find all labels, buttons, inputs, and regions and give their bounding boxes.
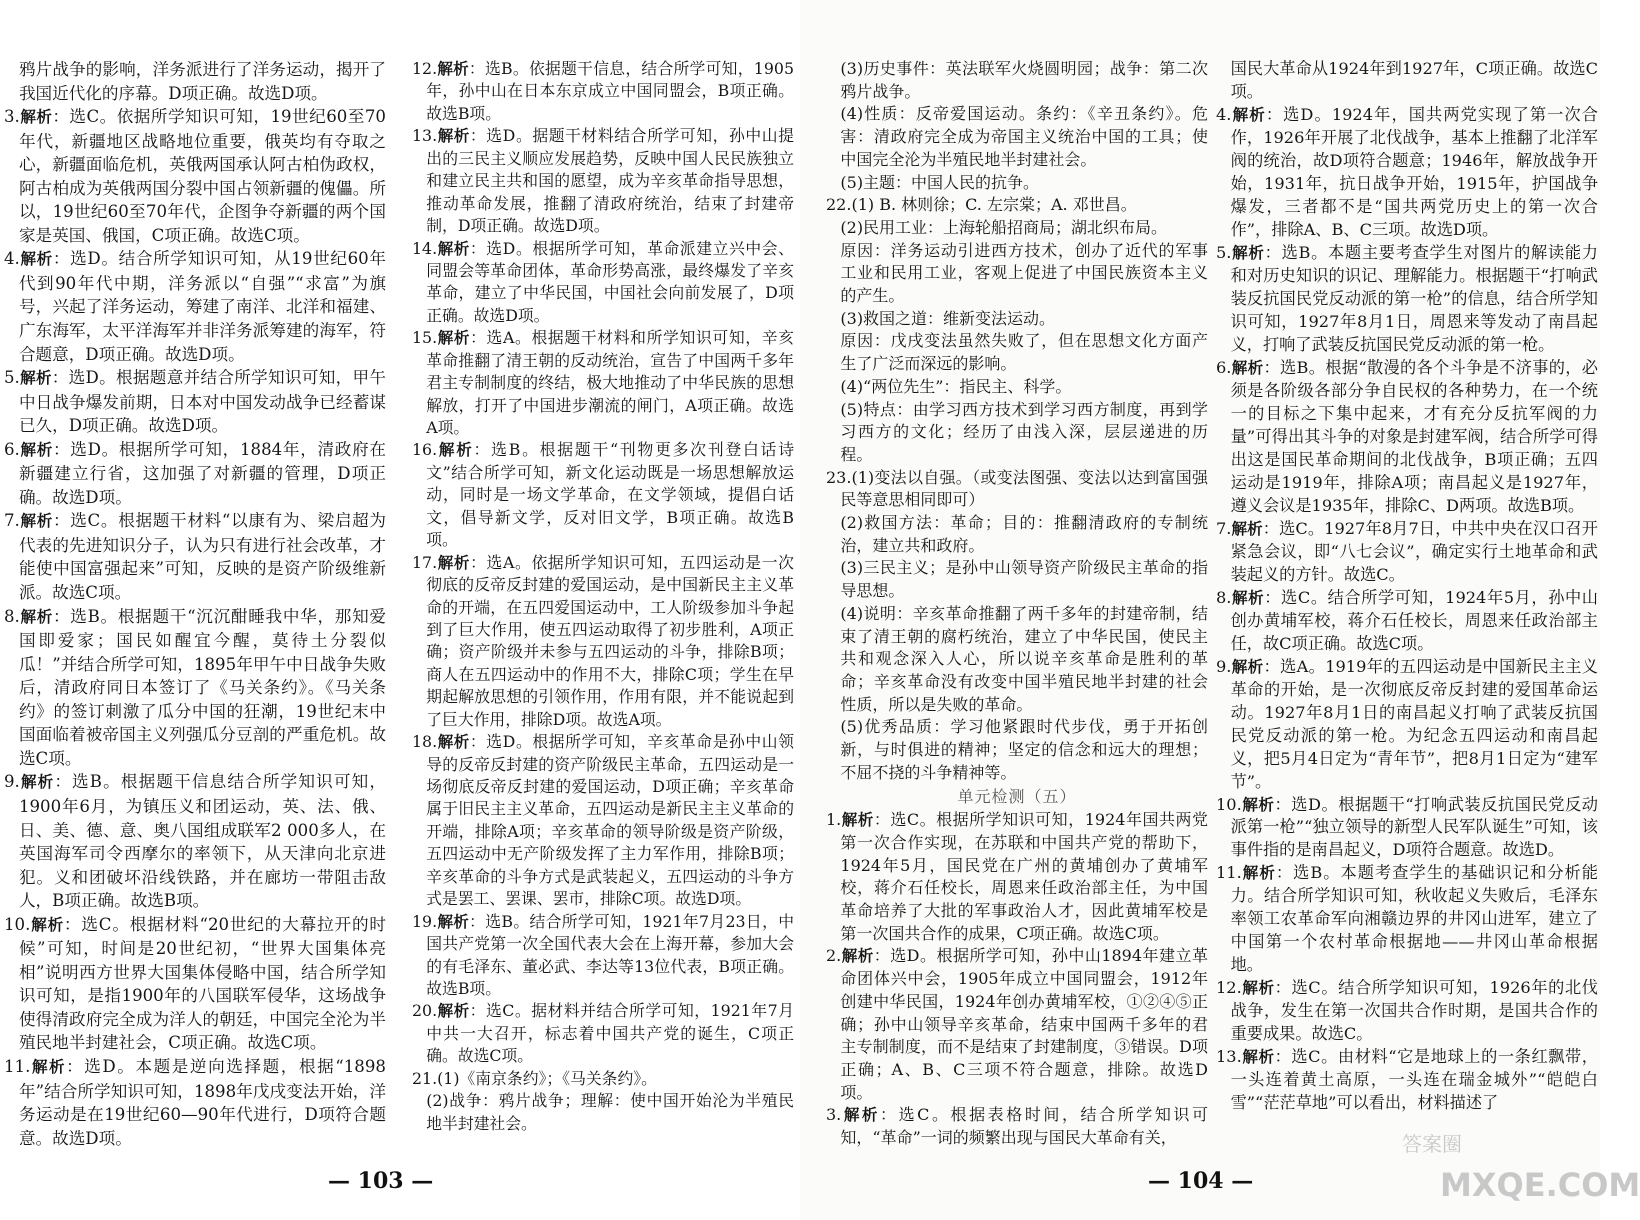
jiexi-label: 解析	[437, 912, 470, 931]
jiexi-label: 解析	[19, 607, 53, 626]
answer-item	[826, 809, 1208, 945]
answer-text: ：选B。本题主要考查学生对图片的解读能力和对历史知识的识记、理解能力。根据题干“打响武装反抗国民党反动派的第一枪”的信息，结合所学知识可知，1927年8月1日，周恩来等发动了南昌起义，打响了武装反抗国民党反动派的第一枪。	[1230, 242, 1598, 354]
answer-item	[826, 194, 1208, 217]
answer-item	[1216, 518, 1598, 587]
jiexi-label: 解析	[1231, 243, 1265, 262]
jiexi-label: 解析	[1231, 519, 1263, 538]
answer-item	[412, 1068, 794, 1090]
answer-text: ：选C。根据表格时间，结合所学知识可知，“革命”一词的频繁出现与国民大革命有关，	[840, 1105, 1208, 1148]
section-heading	[826, 785, 1208, 810]
answer-paragraph	[826, 376, 1208, 399]
item-number: 8.	[1216, 587, 1232, 607]
answer-item	[412, 552, 794, 732]
answer-text: ：选C。据材料并结合所学可知，1921年7月中共一大召开，标志着中国共产党的诞生，C项正确。故选C项。	[426, 1001, 794, 1066]
answer-text: (3)历史事件：英法联军火烧圆明园；战争：第二次鸦片战争。	[840, 59, 1208, 101]
answer-text: ：选A。依据所学知识可知，五四运动是一次彻底的反帝反封建的爱国运动，是中国新民主主义革命的开端，在五四爱国运动中，工人阶级参加斗争起到了巨大作用，使五四运动取得了初步胜利，A项正确；资产阶级并未参与五四运动的斗争，排除B项；商人在五四运动中的作用不大，排除C项；学生在早期起解放思想的引领作用，作用有限，并不能说起到了巨大作用，排除D项。故选A项。	[426, 552, 794, 729]
answer-item	[412, 911, 794, 1001]
answer-item	[1216, 862, 1598, 977]
jiexi-label: 解析	[841, 947, 874, 966]
answer-text: ：选D。结合所学知识可知，从19世纪60年代到90年代中期，洋务派以“自强”“求富”为旗号，兴起了洋务运动，筹建了南洋、北洋和福建、广东海军，太平洋海军并非洋务派筹建的海军，符合题意，D项正确。故选D项。	[18, 249, 386, 364]
answer-text: ：选C。结合所学知识可知，1926年的北伐战争，发生在第一次国共合作时期，是国共合作的重要成果。故选C。	[1230, 978, 1598, 1044]
left-column-1	[4, 58, 386, 1150]
answer-item	[4, 1055, 386, 1150]
answer-item	[412, 58, 794, 125]
answer-item	[412, 1000, 794, 1067]
item-number: 13.	[412, 126, 438, 146]
answer-text: ：选D。根据所学可知，孙中山1894年建立革命团体兴中会，1905年成立中国同盟会，1912年创建中华民国，1924年创办黄埔军校，①②④⑤正确；孙中山领导辛亥革命，结束中国两千多年的君主专制制度，而不是结束了封建制度，③错误。D项正确；A、B、C三项不符合题意，排除。故选D项。	[840, 946, 1208, 1102]
answer-item	[826, 467, 1208, 512]
answer-text: 原因：戊戌变法虽然失败了，但在思想文化方面产生了广泛而深远的影响。	[840, 331, 1208, 374]
answer-text: 国民大革命从1924年到1927年，C项正确。故选C项。	[1230, 59, 1598, 101]
jiexi-label: 解析	[19, 369, 52, 388]
answer-paragraph	[826, 58, 1208, 103]
watermark-line-2: MXQE.COM	[1440, 1166, 1640, 1204]
answer-text: ：选C。由材料“它是地球上的一条红飘带，一头连着黄土高原，一头连在瑞金城外”“皑皑白雪”“茫茫草地”可以看出，材料描述了	[1230, 1047, 1598, 1113]
answer-text: ：选D。1924年，国共两党实现了第一次合作，1926年开展了北伐战争，基本上推翻了北洋军阀的统治，故D项符合题意；1946年，解放战争开始，1931年，抗日战争开始，1915年，护国战争爆发，三者都不是“国共两党历史上的第一次合作”，排除A、B、C三项。故选D项。	[1230, 104, 1598, 239]
item-number: 3.	[826, 1105, 842, 1125]
jiexi-label: 解析	[1241, 979, 1275, 998]
item-number: 2.	[826, 946, 842, 966]
item-number: 6.	[4, 439, 20, 459]
jiexi-label: 解析	[19, 108, 53, 127]
answer-text: ：选D。据题干材料结合所学可知，孙中山提出的三民主义顺应发展趋势，反映中国人民民族独立和建立民主共和国的愿望，成为辛亥革命指导思想，推动革命发展，推翻了清政府统治，结束了封建帝制，D项正确。故选D项。	[426, 126, 794, 236]
answer-paragraph	[826, 399, 1208, 467]
jiexi-label: 解析	[437, 239, 470, 258]
answer-text: (3)救国之道：维新变法运动。	[840, 308, 1056, 328]
answer-text: (2)救国方法：革命；目的：推翻清政府的专制统治，建立共和政府。	[840, 513, 1208, 555]
answer-text: ：选B。根据题干“沉沉酣睡我中华，那知爱国即爱家；国民如醒宜今醒，莫待土分裂似瓜！”并结合所学可知，1895年甲午中日战争失败后，清政府同日本签订了《马关条约》。《马关条约》的签订刺激了瓜分中国的狂潮，19世纪末中国面临着被帝国主义列强瓜分豆剖的严重危机。故选C项。	[18, 606, 386, 768]
answer-text: ：选C。依据所学知识可知，19世纪60至70年代，新疆地区战略地位重要，俄英均有夺取之心，新疆面临危机，英俄两国承认阿古柏伪政权，阿古柏成为英俄两国分裂中国占领新疆的傀儡。所以，19世纪60至70年代，企图争夺新疆的两个国家是英国、俄国，C项正确。故选C项。	[18, 107, 386, 245]
jiexi-label: 解析	[30, 915, 64, 934]
jiexi-label: 解析	[19, 250, 53, 269]
jiexi-label: 解析	[19, 440, 53, 459]
item-number: 10.	[1216, 794, 1242, 814]
jiexi-label: 解析	[1231, 588, 1265, 607]
watermark-logo	[1396, 1128, 1640, 1218]
answer-text: (1)变法以自强。（或变法图强、变法以达到富国强民等意思相同即可）	[840, 467, 1208, 510]
answer-item	[4, 770, 386, 912]
item-number: 15.	[412, 328, 438, 348]
item-number: 22.	[826, 195, 852, 215]
jiexi-label: 解析	[437, 733, 470, 752]
answer-item	[1216, 587, 1598, 656]
answer-paragraph	[826, 172, 1208, 195]
answer-paragraph	[4, 58, 386, 105]
answer-item	[412, 125, 794, 237]
item-number: 6.	[1216, 357, 1232, 377]
answer-item	[412, 327, 794, 439]
answer-item	[826, 1104, 1208, 1149]
item-number: 1.	[826, 810, 842, 830]
item-number: 17.	[412, 552, 438, 572]
item-number: 8.	[4, 606, 20, 626]
item-number: 7.	[4, 511, 20, 531]
jiexi-label: 解析	[19, 512, 53, 531]
answer-text: 单元检测（五）	[957, 786, 1077, 806]
answer-item	[1216, 977, 1598, 1046]
item-number: 11.	[4, 1056, 31, 1076]
answer-text: (1) B. 林则徐；C. 左宗棠；A. 邓世昌。	[851, 195, 1137, 215]
item-number: 11.	[1216, 863, 1242, 883]
answer-item	[412, 439, 794, 551]
answer-item	[412, 731, 794, 911]
answer-text: ：选C。1927年8月7日，中共中央在汉口召开紧急会议，即“八七会议”，确定实行土地革命和武装起义的方针。故选C。	[1230, 518, 1598, 584]
answer-item	[1216, 794, 1598, 863]
item-number: 5.	[1216, 242, 1232, 262]
right-column-2	[1216, 58, 1598, 1115]
item-number: 12.	[412, 59, 438, 78]
jiexi-label: 解析	[437, 127, 470, 146]
answer-text: ：选A。根据题干材料和所学知识可知，辛亥革命推翻了清王朝的反动统治，宣告了中国两千多年君主专制制度的终结，极大地推动了中华民族的思想解放，打开了中国进步潮流的闸门，A项正确。故选A项。	[426, 328, 794, 437]
jiexi-label: 解析	[437, 329, 471, 348]
answer-text: ：选D。根据题干“打响武装反抗国民党反动派第一枪”“独立领导的新型人民军队诞生”可知，该事件指的是南昌起义，D项符合题意。故选D。	[1230, 794, 1598, 860]
answer-text: ：选B。根据题干信息结合所学知识可知，1900年6月，为镇压义和团运动，英、法、俄、日、美、德、意、奥八国组成联军2 000多人，在英国海军司令西摩尔的率领下，从天津向北京进犯。义和团破坏沿线铁路，并在廊坊一带阻击敌人，B项正确。故选B项。	[18, 772, 386, 911]
answer-text: ：选D。本题是逆向选择题，根据“1898年”结合所学知识可知，1898年戊戌变法开始，洋务运动是在19世纪60—90年代进行，D项符合题意。故选D项。	[18, 1056, 386, 1148]
answer-paragraph	[1216, 58, 1598, 104]
answer-text: ：选C。根据题干材料“以康有为、梁启超为代表的先进知识分子，认为只有进行社会改革，才能使中国富强起来”可知，反映的是资产阶级维新派。故选C项。	[18, 511, 386, 603]
answer-paragraph	[826, 716, 1208, 784]
item-number: 12.	[1216, 978, 1242, 998]
jiexi-label: 解析	[437, 553, 471, 572]
answer-paragraph	[826, 217, 1208, 240]
answer-paragraph	[412, 1090, 794, 1135]
answer-item	[1216, 104, 1598, 242]
answer-text: (1)《南京条约》；《马关条约》。	[437, 1068, 657, 1088]
jiexi-label: 解析	[437, 1002, 470, 1021]
answer-item	[4, 438, 386, 510]
answer-text: (2)战争：鸦片战争；理解：使中国开始沦为半殖民地半封建社会。	[426, 1091, 794, 1133]
answer-text: ：选A。1919年的五四运动是中国新民主主义革命的开始，是一次彻底反帝反封建的爱国革命运动。1927年8月1日的南昌起义打响了武装反抗国民党反动派的第一枪。为纪念五四运动和南昌起义，把5月4日定为“青年节”，把8月1日定为“建军节”。	[1230, 656, 1598, 791]
left-column-2	[412, 58, 794, 1135]
right-page	[800, 0, 1600, 1220]
answer-text: ：选B。结合所学可知，1921年7月23日，中国共产党第一次全国代表大会在上海开幕，参加大会的有毛泽东、董必武、李达等13位代表，B项正确。故选B项。	[426, 911, 794, 998]
answer-paragraph	[826, 240, 1208, 308]
answer-item	[4, 605, 386, 771]
answer-text: 鸦片战争的影响，洋务派进行了洋务运动，揭开了我国近代化的序幕。D项正确。故选D项。	[18, 60, 386, 103]
jiexi-label: 解析	[1241, 864, 1276, 883]
jiexi-label: 解析	[1231, 105, 1266, 124]
answer-text: (4)“两位先生”：指民主、科学。	[840, 376, 1072, 396]
jiexi-label: 解析	[1231, 657, 1264, 676]
page-number-103: — 103 —	[328, 1168, 434, 1194]
item-number: 13.	[1216, 1047, 1242, 1067]
answer-text: (3)三民主义；是孙中山领导资产阶级民主革命的指导思想。	[840, 558, 1208, 601]
answer-paragraph	[826, 512, 1208, 557]
item-number: 21.	[412, 1068, 438, 1088]
jiexi-label: 解析	[1231, 358, 1264, 377]
answer-item	[4, 913, 386, 1055]
answer-text: ：选D。根据所学可知，1884年，清政府在新疆建立行省，这加强了对新疆的管理，D项正确。故选D项。	[18, 439, 386, 507]
answer-text: (4)说明：辛亥革命推翻了两千多年的封建帝制，结束了清王朝的腐朽统治，建立了中华民国，使民主共和观念深入人心，所以说辛亥革命是胜利的革命；辛亥革命没有改变中国半殖民地半封建的社会性质，所以是失败的革命。	[840, 603, 1208, 714]
item-number: 20.	[412, 1001, 438, 1021]
answer-item	[1216, 242, 1598, 357]
item-number: 16.	[412, 440, 438, 460]
answer-item	[1216, 357, 1598, 518]
answer-item	[4, 247, 386, 366]
answer-text: ：选C。根据材料“20世纪的大幕拉开的时候”可知，时间是20世纪初，“世界大国集体亮相”说明西方世界大国集体侵略中国，结合所学知识可知，是指1900年的八国联军侵华，这场战争使得清政府完全成为洋人的朝廷，中国完全沦为半殖民地半封建社会，C项正确。故选C项。	[18, 914, 386, 1053]
jiexi-label: 解析	[1241, 795, 1275, 814]
answer-text: (2)民用工业：上海轮船招商局；湖北织布局。	[840, 217, 1168, 237]
jiexi-label: 解析	[437, 441, 474, 460]
item-number: 4.	[1216, 104, 1232, 124]
left-page	[0, 0, 800, 1220]
answer-text: ：选B。根据“散漫的各个斗争是不济事的，必须是各阶级各部分争自民权的各种势力，在一个统一的目标之下集中起来，才有充分反抗军阀的力量”可得出其斗争的对象是封建军阀，结合所学可得出这是国民革命期间的北伐战争，B项正确；五四运动是1919年，排除A项；南昌起义是1927年，遵义会议是1935年，排除C、D两项。故选B项。	[1230, 357, 1598, 515]
answer-item	[4, 366, 386, 438]
answer-item	[1216, 1046, 1598, 1115]
answer-text: ：选B。本题考查学生的基础识记和分析能力。结合所学知识可知，秋收起义失败后，毛泽东率领工农革命军向湘赣边界的井冈山进军，建立了中国第一个农村革命根据地——井冈山革命根据地。	[1230, 863, 1598, 975]
item-number: 18.	[412, 732, 438, 752]
jiexi-label: 解析	[437, 60, 469, 78]
item-number: 10.	[4, 914, 31, 934]
item-number: 3.	[4, 107, 20, 127]
answer-text: ：选C。结合所学可知，1924年5月，孙中山创办黄埔军校，蒋介石任校长，周恩来任政治部主任，故C项正确。故选C项。	[1230, 587, 1598, 653]
answer-paragraph	[826, 103, 1208, 171]
answer-item	[4, 105, 386, 247]
answer-item	[1216, 656, 1598, 794]
answer-item	[4, 509, 386, 604]
item-number: 4.	[4, 249, 20, 269]
answer-item	[826, 945, 1208, 1104]
answer-text: ：选B。根据题干“刊物更多次刊登白话诗文”结合所学可知，新文化运动既是一场思想解放运动，同时是一场文学革命，在文学领域，提倡白话文，倡导新文学，反对旧文学，B项正确。故选B项。	[426, 440, 794, 550]
item-number: 9.	[1216, 656, 1232, 676]
answer-text: (5)特点：由学习西方技术到学习西方制度，再到学习西方的文化；经历了由浅入深，层层递进的历程。	[840, 399, 1208, 464]
answer-paragraph	[826, 603, 1208, 717]
item-number: 14.	[412, 238, 438, 258]
item-number: 9.	[4, 772, 20, 792]
jiexi-label: 解析	[30, 1057, 67, 1076]
answer-text: ：选B。依据题干信息，结合所学可知，1905年，孙中山在日本东京成立中国同盟会，B项正确。故选B项。	[426, 59, 794, 123]
page-number-104: — 104 —	[1148, 1168, 1254, 1194]
watermark-line-1: 答案圈	[1402, 1132, 1462, 1156]
answer-text: ：选D。根据所学可知，辛亥革命是孙中山领导的反帝反封建的资产阶级民主革命，五四运动是一场彻底反帝反封建的爱国运动，D项正确；辛亥革命属于旧民主主义革命，五四运动是新民主主义革命的开端，排除A项；辛亥革命的领导阶级是资产阶级，五四运动中无产阶级发挥了主力军作用，排除B项；辛亥革命的斗争方式是武装起义，五四运动的斗争方式是罢工、罢课、罢市，排除C项。故选D项。	[426, 732, 794, 909]
answer-paragraph	[826, 330, 1208, 375]
jiexi-label: 解析	[841, 811, 874, 830]
answer-text: ：选D。根据所学可知，革命派建立兴中会、同盟会等革命团体，革命形势高涨，最终爆发了辛亥革命，建立了中华民国，中国社会向前发展了，D项正确。故选D项。	[426, 238, 794, 325]
answer-paragraph	[826, 308, 1208, 331]
item-number: 7.	[1216, 518, 1232, 538]
answer-text: 原因：洋务运动引进西方技术，创办了近代的军事工业和民用工业，客观上促进了中国民族资本主义的产生。	[840, 240, 1208, 306]
answer-item	[412, 238, 794, 328]
answer-text: ：选D。根据题意并结合所学知识可知，甲午中日战争爆发前期，日本对中国发动战争已经蓄谋已久，D项正确。故选D项。	[18, 368, 386, 436]
item-number: 19.	[412, 911, 438, 931]
answer-text: (4)性质：反帝爱国运动。条约：《辛丑条约》。危害：清政府完全成为帝国主义统治中国的工具；使中国完全沦为半殖民地半封建社会。	[840, 104, 1208, 169]
answer-text: (5)主题：中国人民的抗争。	[840, 172, 1040, 192]
jiexi-label: 解析	[1241, 1048, 1275, 1067]
answer-text: ：选C。根据所学知识可知，1924年国共两党第一次合作实现，在苏联和中国共产党的帮助下，1924年5月，国民党在广州的黄埔创办了黄埔军校，蒋介石任校长，周恩来任政治部主任，为中国革命培养了大批的军事政治人才，因此黄埔军校是第一次国共合作的成果，C项正确。故选C项。	[840, 810, 1208, 943]
item-number: 5.	[4, 368, 20, 388]
jiexi-label: 解析	[19, 773, 55, 792]
answer-text: (5)优秀品质：学习他紧跟时代步伐，勇于开拓创新，与时俱进的精神；坚定的信念和远大的理想；不屈不挠的斗争精神等。	[840, 717, 1208, 782]
right-column-1	[826, 58, 1208, 1150]
jiexi-label: 解析	[841, 1106, 880, 1125]
answer-paragraph	[826, 557, 1208, 602]
item-number: 23.	[826, 467, 852, 487]
